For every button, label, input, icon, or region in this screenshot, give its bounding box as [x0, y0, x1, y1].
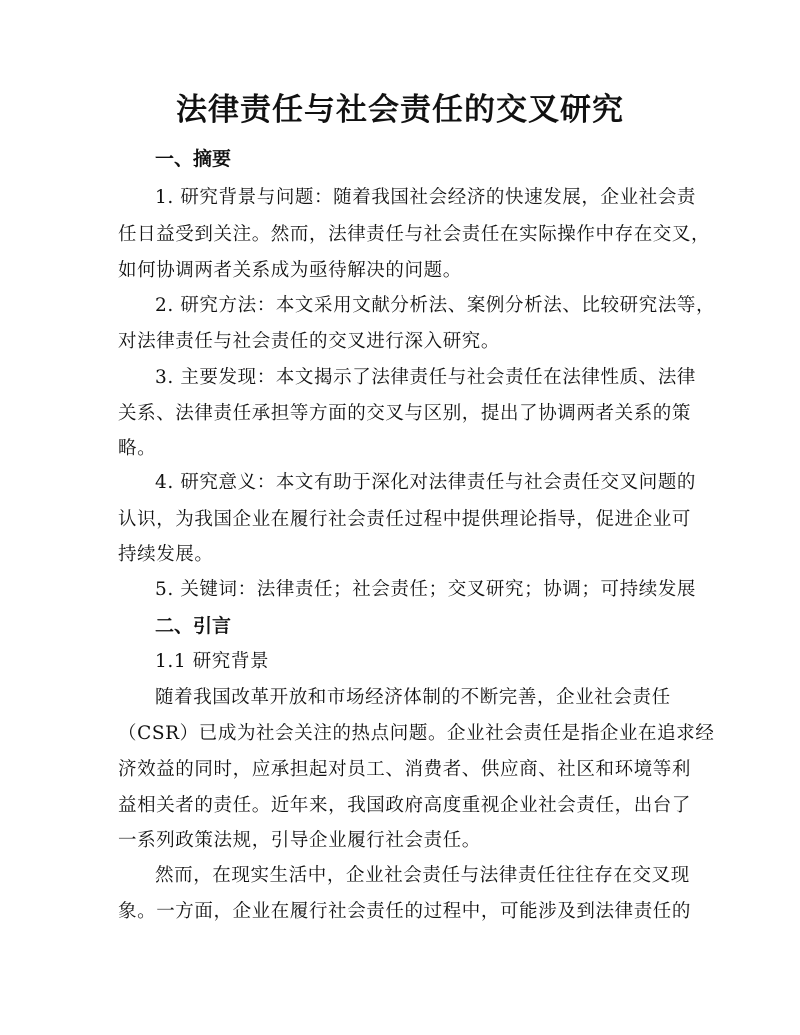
section-heading-abstract: 一、摘要	[155, 148, 232, 170]
paragraph-line: 3. 主要发现：本文揭示了法律责任与社会责任在法律性质、法律	[155, 367, 697, 388]
paragraph-line: 随着我国改革开放和市场经济体制的不断完善，企业社会责任	[155, 687, 671, 708]
paragraph-line: 一系列政策法规，引导企业履行社会责任。	[118, 830, 481, 851]
paragraph-line: 如何协调两者关系成为亟待解决的问题。	[118, 260, 462, 281]
paragraph-line: 益相关者的责任。近年来，我国政府高度重视企业社会责任，出台了	[118, 795, 692, 816]
section-heading-introduction: 二、引言	[155, 615, 232, 637]
paragraph-line: （CSR）已成为社会关注的热点问题。企业社会责任是指企业在追求经	[118, 723, 715, 744]
paragraph-line: 持续发展。	[118, 544, 214, 565]
paragraph-line: 象。一方面，企业在履行社会责任的过程中，可能涉及到法律责任的	[118, 901, 692, 922]
keywords-line: 5. 关键词：法律责任；社会责任；交叉研究；协调；可持续发展	[155, 579, 697, 600]
paragraph-line: 略。	[118, 438, 157, 459]
paragraph-line: 1. 研究背景与问题：随着我国社会经济的快速发展，企业社会责	[155, 187, 697, 208]
subsection-heading-background: 1.1 研究背景	[155, 651, 270, 672]
paragraph-line: 关系、法律责任承担等方面的交叉与区别，提出了协调两者关系的策	[118, 403, 692, 424]
paragraph-line: 4. 研究意义：本文有助于深化对法律责任与社会责任交叉问题的	[155, 472, 697, 493]
paragraph-line: 2. 研究方法：本文采用文献分析法、案例分析法、比较研究法等，	[155, 295, 716, 316]
paragraph-line: 然而，在现实生活中，企业社会责任与法律责任往往存在交叉现	[155, 865, 690, 886]
paragraph-line: 认识，为我国企业在履行社会责任过程中提供理论指导，促进企业可	[118, 509, 692, 530]
document-title: 法律责任与社会责任的交叉研究	[176, 92, 624, 128]
paragraph-line: 济效益的同时，应承担起对员工、消费者、供应商、社区和环境等利	[118, 759, 692, 780]
paragraph-line: 任日益受到关注。然而，法律责任与社会责任在实际操作中存在交叉，	[118, 224, 711, 245]
paragraph-line: 对法律责任与社会责任的交叉进行深入研究。	[118, 331, 501, 352]
